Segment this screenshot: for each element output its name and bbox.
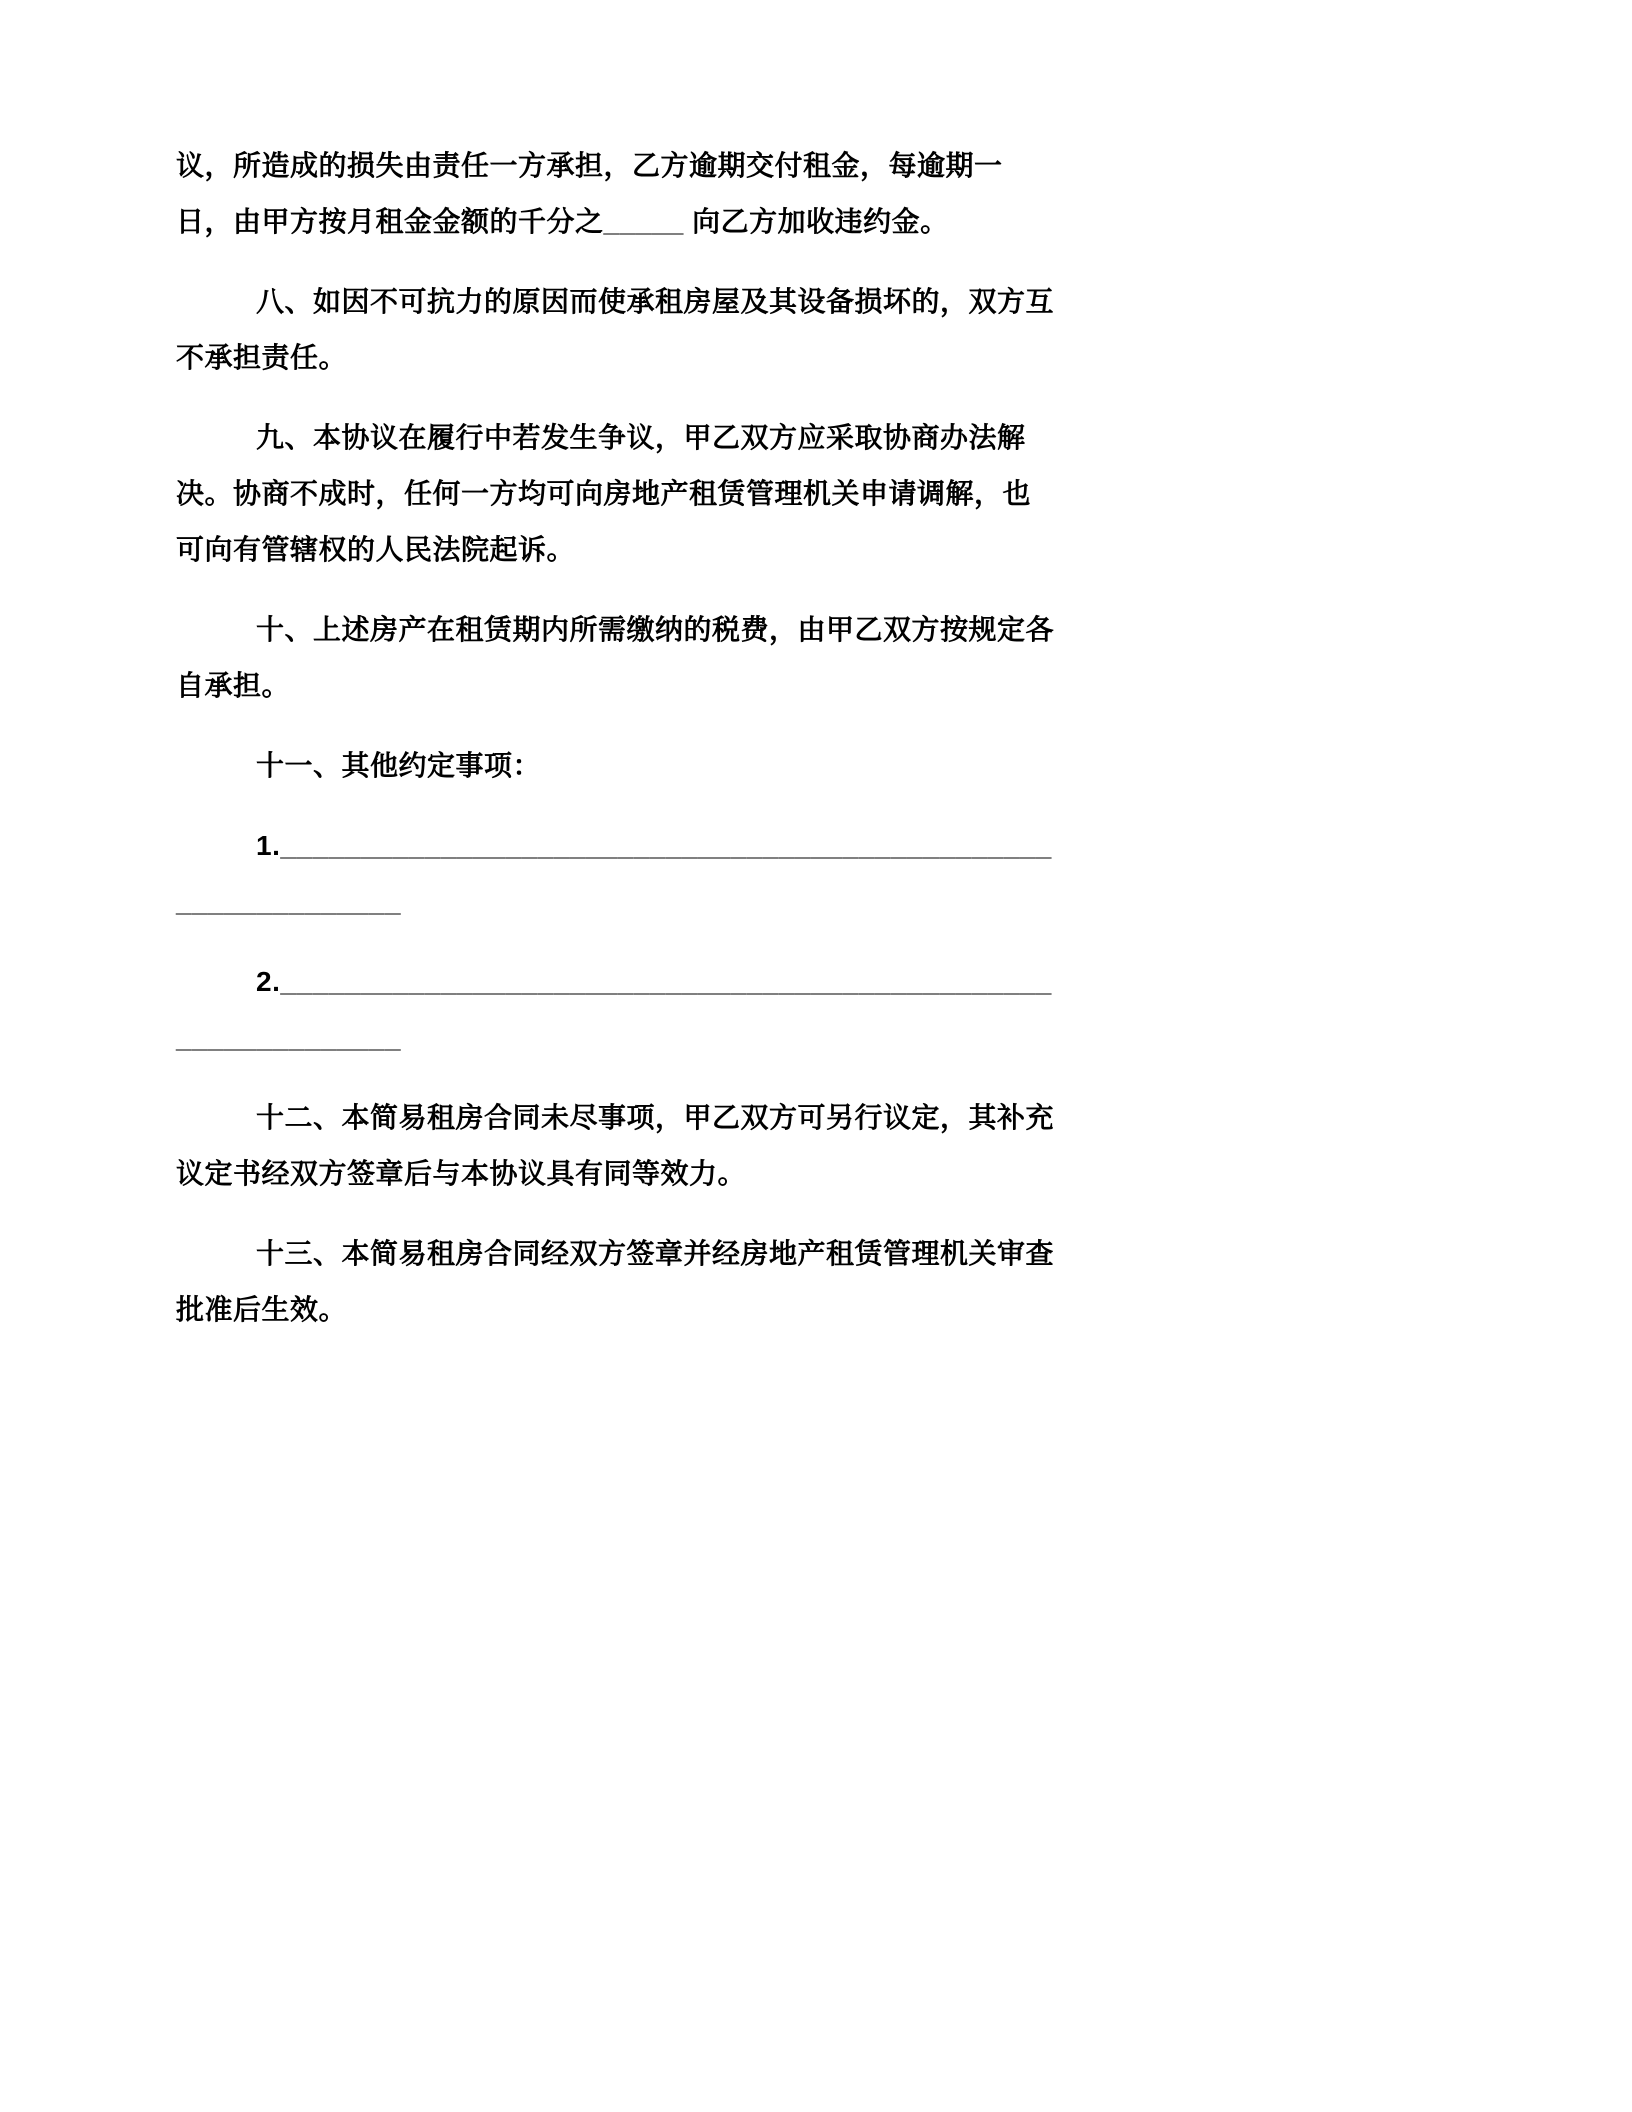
contract-paragraph: 十、上述房产在租赁期内所需缴纳的税费，由甲乙双方按规定各自承担。 bbox=[176, 614, 1055, 701]
contract-paragraph: 十三、本简易租房合同经双方签章并经房地产租赁管理机关审查批准后生效。 bbox=[176, 1238, 1055, 1325]
contract-paragraph: 十二、本简易租房合同未尽事项，甲乙双方可另行议定，其补充议定书经双方签章后与本协议具有同等效力。 bbox=[176, 1102, 1055, 1189]
contract-text-body bbox=[176, 138, 1058, 1338]
contract-paragraph: 九、本协议在履行中若发生争议，甲乙双方应采取协商办法解决。协商不成时，任何一方均可向房地产租赁管理机关申请调解，也可向有管辖权的人民法院起诉。 bbox=[176, 422, 1032, 565]
contract-paragraph: 议，所造成的损失由责任一方承担，乙方逾期交付租金，每逾期一日，由甲方按月租金金额的千分之_____ 向乙方加收违约金。 bbox=[176, 150, 1003, 237]
contract-paragraph: 2.______________________________________________________________ bbox=[176, 966, 1052, 1053]
contract-paragraph: 十一、其他约定事项： bbox=[256, 750, 542, 781]
contract-paragraph: 八、如因不可抗力的原因而使承租房屋及其设备损坏的，双方互不承担责任。 bbox=[176, 286, 1055, 373]
contract-paragraph: 1.______________________________________________________________ bbox=[176, 830, 1052, 917]
